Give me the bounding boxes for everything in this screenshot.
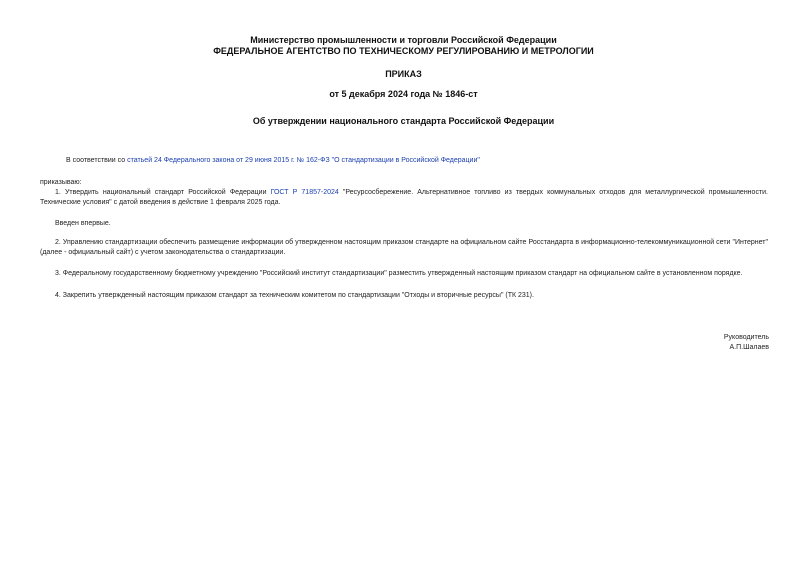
introduced-note: Введен впервые. — [55, 220, 111, 227]
gost-standard-link[interactable]: ГОСТ Р 71857-2024 — [270, 189, 339, 196]
signatory-name: А.П.Шалаев — [729, 344, 769, 351]
item-1-suffix: "Ресурсосбережение. Альтернативное топливо из твердых коммунальных отходов для металлургической промышленности. Технические условия" с датой введения в действие 1 февраля 2025 года. — [40, 189, 769, 206]
document-type: ПРИКАЗ — [385, 69, 422, 79]
federal-law-link[interactable]: статьей 24 Федерального закона от 29 июня 2015 г. № 162-ФЗ "О стандартизации в Российской Федерации" — [127, 157, 480, 164]
agency-heading: ФЕДЕРАЛЬНОЕ АГЕНТСТВО ПО ТЕХНИЧЕСКОМУ РЕГУЛИРОВАНИЮ И МЕТРОЛОГИИ — [213, 46, 594, 56]
basis-paragraph — [66, 156, 766, 166]
ministry-heading: Министерство промышленности и торговли Российской Федерации — [250, 35, 557, 45]
document-title: Об утверждении национального стандарта Российской Федерации — [252, 116, 555, 126]
signatory-position: Руководитель — [723, 334, 769, 341]
item-2-paragraph: 2. Управлению стандартизации обеспечить размещение информации об утвержденном настоящим приказом стандарте на официальном сайте Росстандарта в информационно-телекоммуникационной сети "Интернет" (далее - официальный сайт) с учетом законодательства о стандартизации. — [40, 239, 768, 256]
document-date-number: от 5 декабря 2024 года № 1846-ст — [329, 89, 478, 99]
item-4-paragraph: 4. Закрепить утвержденный настоящим приказом стандарт за техническим комитетом по стандартизации "Отходы и вторичные ресурсы" (ТК 231). — [55, 292, 534, 299]
item-1-prefix: 1. Утвердить национальный стандарт Российской Федерации — [55, 189, 271, 196]
item-1-paragraph — [40, 188, 768, 208]
item-3-paragraph: 3. Федеральному государственному бюджетному учреждению "Российский институт стандартизации" разместить утвержденный настоящим приказом стандарт на официальном сайте в установленном порядке. — [55, 270, 743, 277]
order-word: приказываю: — [40, 179, 82, 186]
basis-prefix: В соответствии со — [66, 157, 128, 164]
